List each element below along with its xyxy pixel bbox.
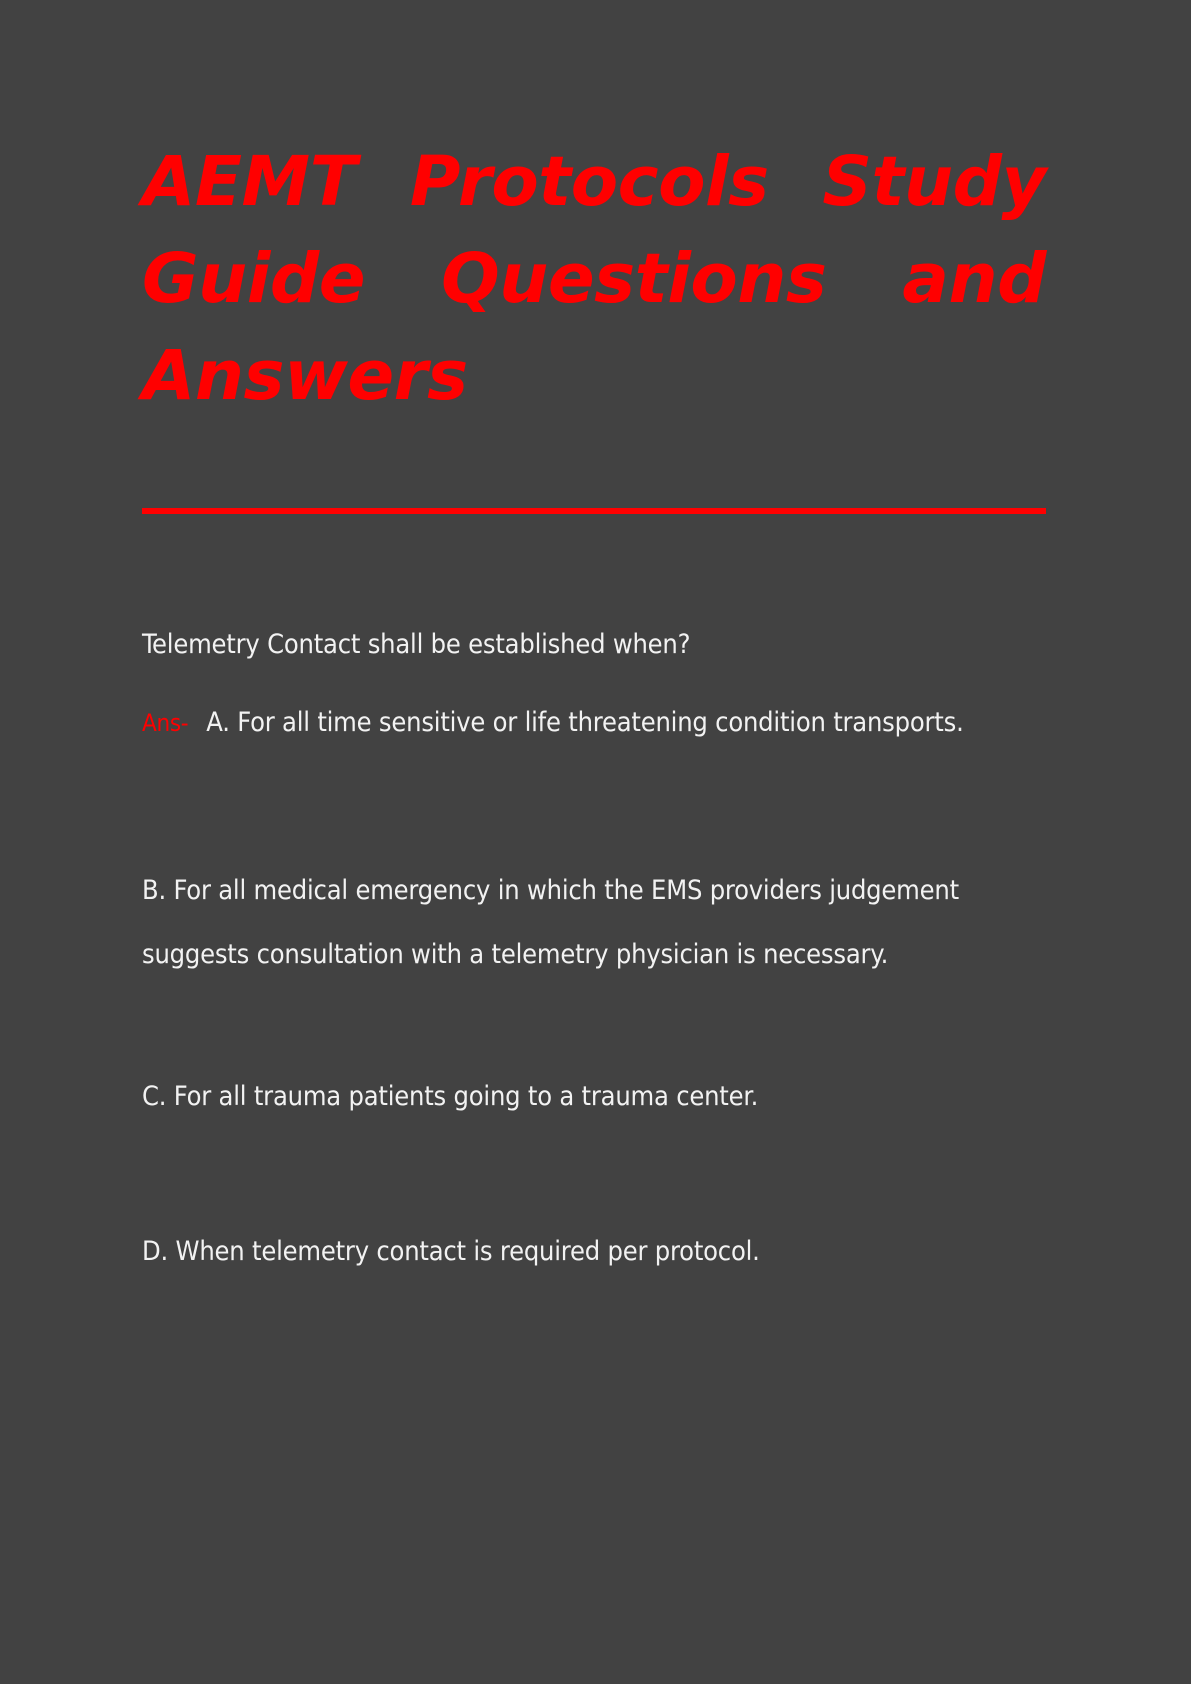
- option-b-text: B. For all medical emergency in which the EMS providers judgement suggests consultation with a telemetry physician is necessary.: [142, 875, 959, 970]
- answer-option-a-row: [142, 703, 1022, 743]
- horizontal-rule-divider: [142, 508, 1046, 514]
- option-a-text: A. For all time sensitive or life threatening condition transports.: [206, 707, 964, 738]
- page-title: AEMT Protocols Study Guide Questions and Answers: [142, 142, 1046, 416]
- option-d-text: D. When telemetry contact is required per protocol.: [142, 1236, 760, 1267]
- question-answer-block: [142, 625, 1022, 1272]
- answer-marker-label: Ans-: [142, 709, 189, 737]
- title-block: [142, 134, 1046, 522]
- question-text: Telemetry Contact shall be established when?: [142, 629, 691, 660]
- title-divider-wrapper: [142, 508, 1046, 514]
- option-c-text: C. For all trauma patients going to a trauma center.: [142, 1081, 759, 1112]
